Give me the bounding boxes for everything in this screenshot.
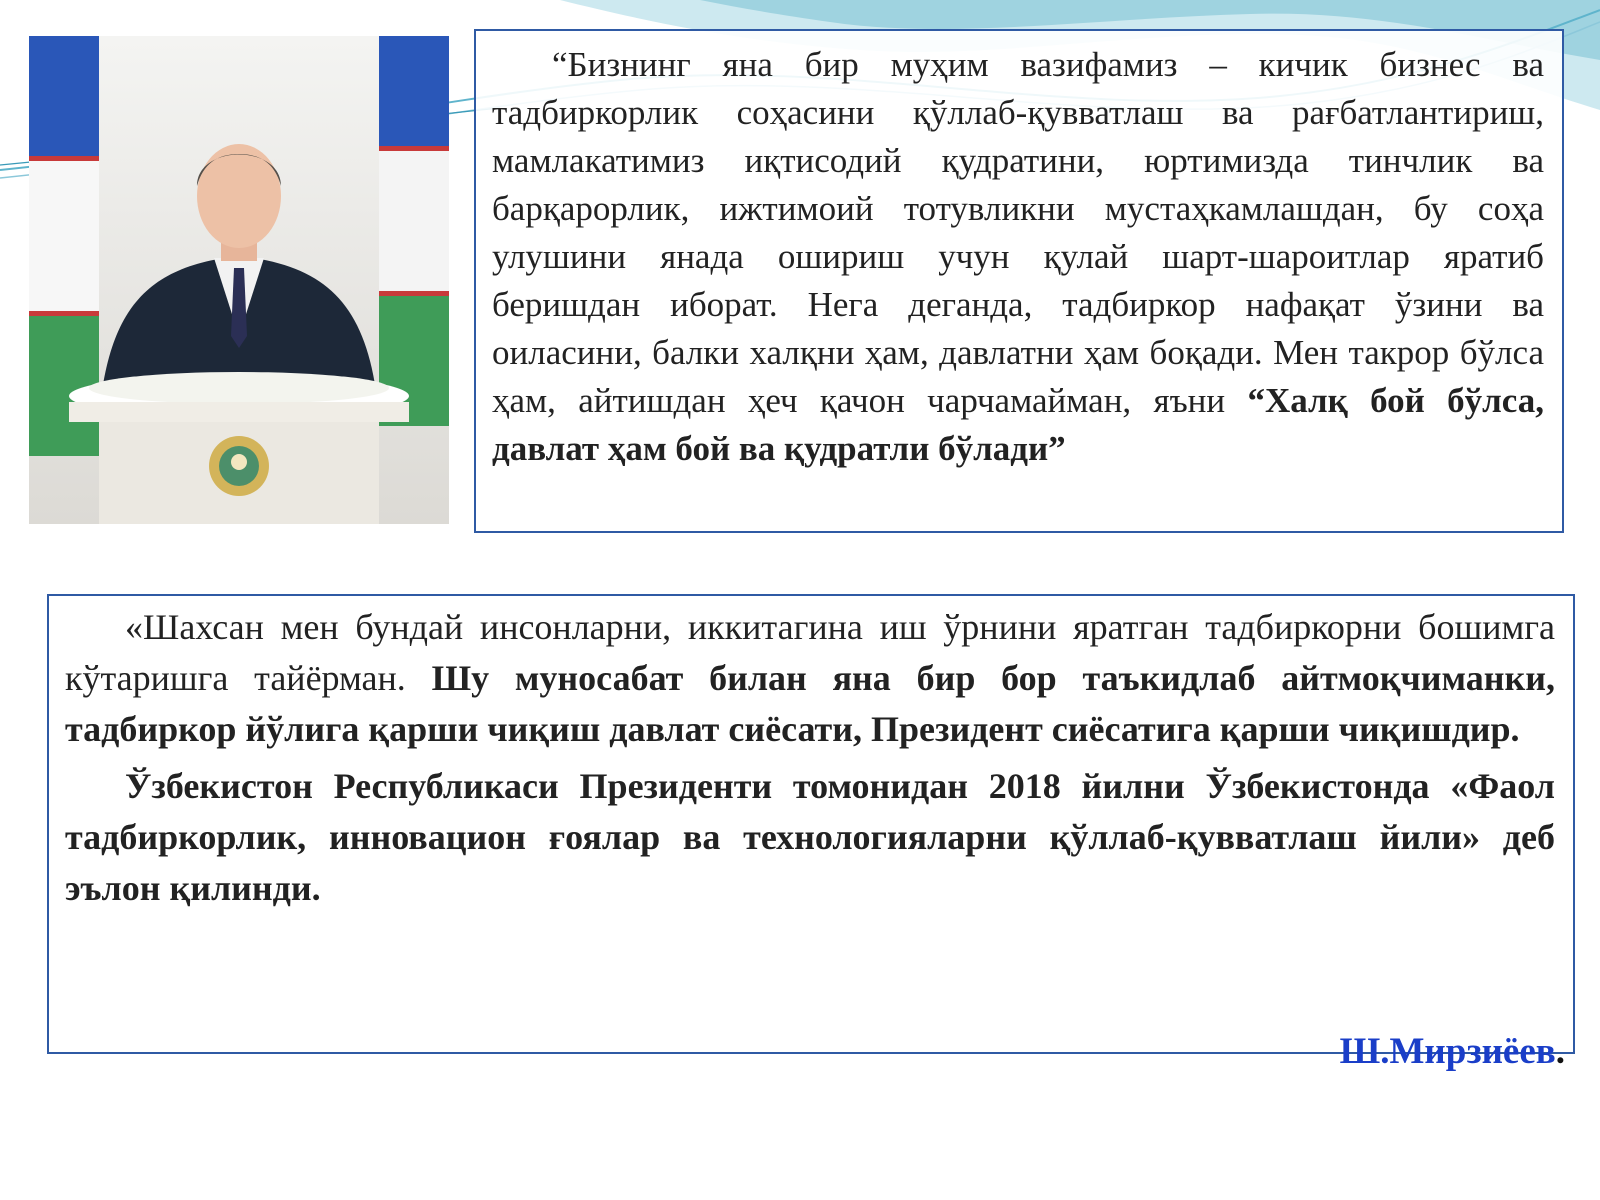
- quote-paragraph-2: Ўзбекистон Республикаси Президенти томонидан 2018 йилни Ўзбекистонда «Фаол тадбиркорлик, инновацион ғоялар ва технологияларни қўллаб-қувватлаш йили» деб эълон қилинди.: [65, 766, 1555, 908]
- quote-text: «Шахсан мен бундай инсонларни, иккитагина иш ўрнини яратган тадбиркорни бошимга кўтаришга тайёрман.: [65, 607, 1555, 698]
- quote-text: “Бизнинг яна бир муҳим вазифамиз – кичик бизнес ва тадбиркорлик соҳасини қўллаб-қувватлаш ва рағбатлантириш, мамлакатимиз иқтисодий қудратини, юртимизда тинчлик ва барқарорлик, ижтимоий тотувликни мустаҳкамлашдан, бу соҳа улушини янада ошириш учун қулай шарт-шароитлар яратиб беришдан иборат. Нега деганда, тадбиркор нафақат ўзини ва оиласини, балки халқни ҳам, давлатни ҳам боқади. Мен такрор бўлса ҳам, айтишдан ҳеч қачон чарчамайман, яъни: [492, 45, 1544, 420]
- author-signature: [1340, 1030, 1565, 1073]
- portrait-photo: [29, 36, 449, 524]
- entrepreneurship-quote-box: [47, 594, 1575, 1054]
- author-name: Ш.Мирзиёев: [1339, 1031, 1556, 1072]
- quote-emphasis: “Халқ бой бўлса, давлат ҳам бой ва қудратли бўлади”: [492, 381, 1544, 468]
- signature-period: .: [1555, 1031, 1565, 1072]
- quote-emphasis: Шу муносабат билан яна бир бор таъкидлаб айтмоқчиманки, тадбиркор йўлига қарши чиқиш давлат сиёсати, Президент сиёсатига қарши чиқишдир.: [65, 658, 1556, 749]
- quote-paragraph: [492, 41, 1544, 473]
- quote-paragraph-1: [65, 602, 1555, 755]
- presidential-quote-box: [474, 29, 1564, 533]
